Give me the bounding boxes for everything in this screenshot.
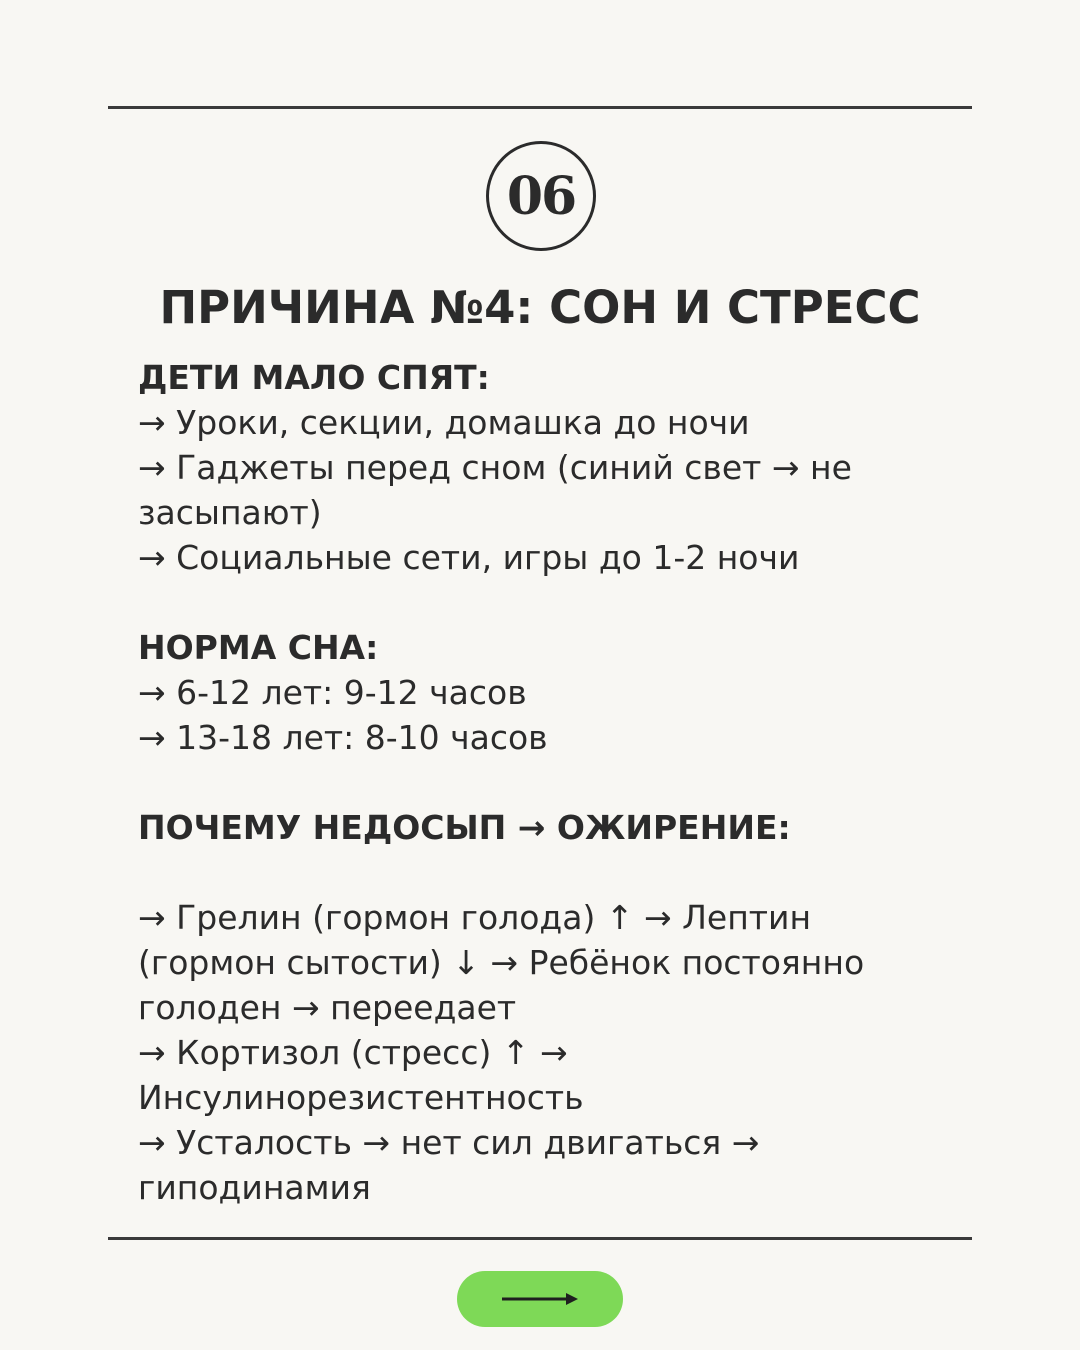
page-title: ПРИЧИНА №4: СОН И СТРЕСС — [159, 281, 921, 334]
list-item: → 6-12 лет: 9-12 часов — [138, 673, 527, 712]
spacer — [138, 580, 948, 625]
list-item: Инсулинорезистентность — [138, 1078, 584, 1117]
list-item: → Гаджеты перед сном (синий свет → не — [138, 448, 852, 487]
spacer — [138, 760, 948, 805]
list-item: гиподинамия — [138, 1168, 371, 1207]
list-item: → 13-18 лет: 8-10 часов — [138, 718, 548, 757]
bottom-divider — [108, 1237, 972, 1240]
slide-number: 06 — [506, 165, 576, 227]
section-heading-why: ПОЧЕМУ НЕДОСЫП → ОЖИРЕНИЕ: — [138, 808, 791, 847]
list-item: засыпают) — [138, 493, 322, 532]
list-item: → Социальные сети, игры до 1-2 ночи — [138, 538, 800, 577]
list-item: голоден → переедает — [138, 988, 517, 1027]
slide-number-badge — [486, 141, 596, 251]
list-item: → Усталость → нет сил двигаться → — [138, 1123, 760, 1162]
list-item: → Кортизол (стресс) ↑ → — [138, 1033, 568, 1072]
next-button[interactable] — [457, 1271, 623, 1327]
arrow-right-icon — [500, 1289, 580, 1309]
section-heading-norm: НОРМА СНА: — [138, 628, 379, 667]
content-body — [138, 355, 948, 1210]
section-heading-kids: ДЕТИ МАЛО СПЯТ: — [138, 358, 490, 397]
list-item: → Грелин (гормон голода) ↑ → Лептин — [138, 898, 812, 937]
top-divider — [108, 106, 972, 109]
list-item: (гормон сытости) ↓ → Ребёнок постоянно — [138, 943, 865, 982]
spacer — [138, 850, 948, 895]
list-item: → Уроки, секции, домашка до ночи — [138, 403, 750, 442]
